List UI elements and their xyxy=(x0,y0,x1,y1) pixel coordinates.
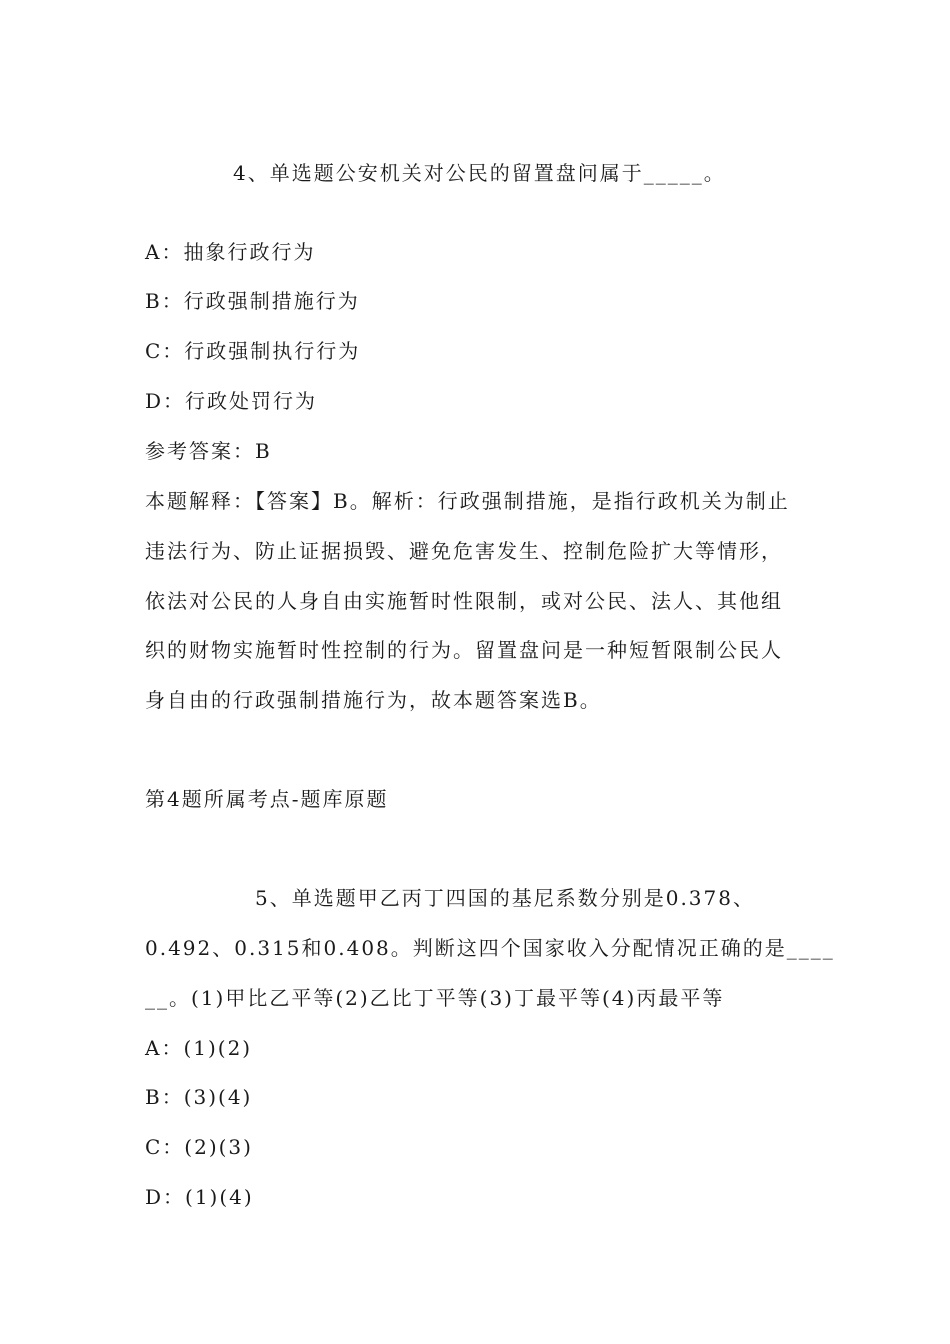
question-4-option-c: C：行政强制执行行为 xyxy=(145,339,361,363)
question-4-explanation-line: 违法行为、防止证据损毁、避免危害发生、控制危险扩大等情形， xyxy=(145,539,783,563)
question-5-stem-line: 0.492、0.315和0.408。判断这四个国家收入分配情况正确的是____ xyxy=(145,936,835,960)
question-4-explanation-line: 织的财物实施暂时性控制的行为。留置盘问是一种短暂限制公民人 xyxy=(145,638,783,662)
question-4-stem: 4、单选题公安机关对公民的留置盘问属于_____。 xyxy=(233,161,726,185)
question-5-option-c: C：(2)(3) xyxy=(145,1135,253,1159)
question-5-stem-line: __。(1)甲比乙平等(2)乙比丁平等(3)丁最平等(4)丙最平等 xyxy=(145,986,725,1010)
question-4-explanation-line: 本题解释：【答案】B。解析：行政强制措施，是指行政机关为制止 xyxy=(145,489,790,513)
question-4-option-b: B：行政强制措施行为 xyxy=(145,289,360,313)
question-5-option-d: D：(1)(4) xyxy=(145,1185,254,1209)
question-4-topic: 第4题所属考点-题库原题 xyxy=(145,787,389,811)
question-4-explanation-line: 依法对公民的人身自由实施暂时性限制，或对公民、法人、其他组 xyxy=(145,589,783,613)
question-5-option-a: A：(1)(2) xyxy=(145,1036,253,1060)
question-5-stem-line: 5、单选题甲乙丙丁四国的基尼系数分别是0.378、 xyxy=(255,886,755,910)
question-4-option-d: D：行政处罚行为 xyxy=(145,389,318,413)
question-4-explanation-line: 身自由的行政强制措施行为，故本题答案选B。 xyxy=(145,688,602,712)
question-5-option-b: B：(3)(4) xyxy=(145,1085,253,1109)
question-4-answer: 参考答案：B xyxy=(145,439,272,463)
question-4-option-a: A：抽象行政行为 xyxy=(145,240,316,264)
